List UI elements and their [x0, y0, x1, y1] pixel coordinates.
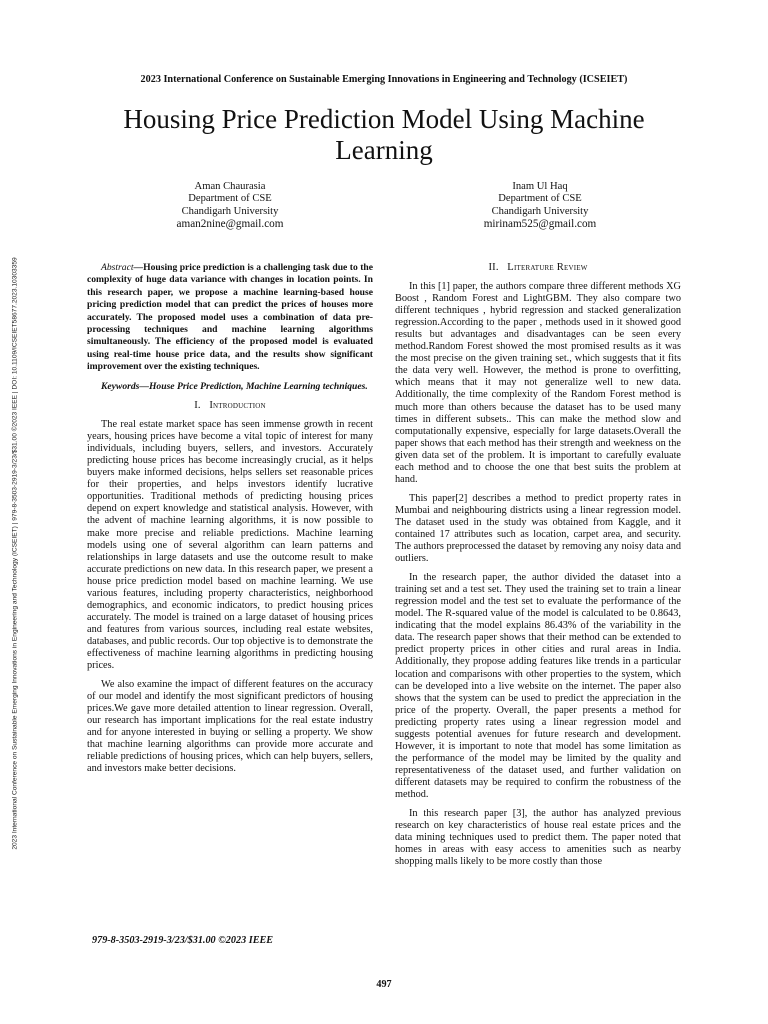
keywords	[87, 381, 373, 393]
page-number: 497	[376, 979, 392, 990]
paper-title: Housing Price Prediction Model Using Machine Learning	[123, 104, 645, 165]
section-heading-literature-review	[395, 262, 681, 274]
keywords-lead: Keywords	[101, 380, 140, 392]
section-number: I.	[194, 400, 201, 412]
author-department: Department of CSE	[188, 193, 272, 205]
literature-paragraph-4: In this research paper [3], the author has analyzed previous research on key characteristics of house real estate prices and the data mining techniques used to predict them. The paper noted that homes in areas with easy access to amenities such as nearby shopping malls likely to be more costly than those	[395, 808, 681, 868]
keywords-text: —House Price Prediction, Machine Learning techniques.	[139, 380, 368, 392]
intro-paragraph-1: The real estate market space has seen immense growth in recent years, housing prices have become a vital topic of interest for many individuals, including buyers, sellers, and investors. Accurately predicting house prices has become increasingly crucial, as it helps buyers make informed decisions, helps sellers set reasonable prices for their properties, and helps investors identify lucrative opportunities. Traditional methods of predicting housing prices depend on expert knowledge and statistical analysis. However, with the advent of machine learning algorithms, it is now possible to make more precise and reliable predictions. Machine learning models using one of several algorithm can learn patterns and relationships in large datasets and use the outcome result to make accurate predictions on new data. In this research paper, we present a house price prediction model based on machine learning. We use various features, including property characteristics, neighborhood demographics, and economic indicators, to predict housing prices accurately. The model is trained on a large dataset of housing prices and features from various sources, including real estate websites, databases, and public records. Our top objective is to demonstrate the effectiveness of machine learning algorithms in predicting housing prices.	[87, 419, 373, 672]
literature-paragraph-2: This paper[2] describes a method to predict property rates in Mumbai and neighbouring districts using a linear regression model. The dataset used in the study was obtained from Kaggle, and it contained 17 attributes such as location, carpet area, and security. The authors preprocessed the dataset by removing any noisy data and outliers.	[395, 492, 681, 565]
doi-side-note	[8, 158, 22, 948]
literature-paragraph-1: In this [1] paper, the authors compare three different methods XG Boost , Random Forest and LightGBM. They also compare two different techniques , hybrid regression and stacked generalization regression.According to the paper , methods used in it showed good results but advantages and disadvantages can be seen every method.Random Forest showed the most promised results as it was the most precise on the given training set., which suggests that it fits the data very well. However, the method is prone to overfitting, which means that it may not generalize well to new data. Additionally, the time complexity of the Random Forest method is much more than others because the dataset has to be used many times in different subsets.. This can make the method slow and computationally expensive, especially for large datasets.Overall the paper shows that each method has their strength and weekness on the given data set of the problem. It is important to carefully evaluate each method and to choose the one that best suits the problem at hand.	[395, 281, 681, 485]
section-title: Introduction	[209, 400, 266, 412]
side-note-text: 2023 International Conference on Sustainable Emerging Innovations in Engineering and Technology (ICSEIET) | 979-8-3503-2919-3/23/$31.00 ©2023 IEEE | DOI: 10.1109/ICSEIET58677.2023.10303359	[11, 256, 19, 850]
right-column	[395, 262, 681, 875]
conference-header: 2023 International Conference on Sustainable Emerging Innovations in Engineering and Technology (ICSEIET)	[140, 74, 628, 85]
author-email: mirinam525@gmail.com	[483, 218, 597, 231]
section-heading-introduction	[87, 400, 373, 412]
footer-isbn: 979-8-3503-2919-3/23/$31.00 ©2023 IEEE	[92, 935, 274, 946]
section-number: II.	[488, 262, 499, 273]
author-email: aman2nine@gmail.com	[176, 218, 284, 231]
author-university: Chandigarh University	[181, 205, 279, 217]
author-block-2	[440, 181, 640, 231]
author-university: Chandigarh University	[491, 205, 589, 217]
abstract	[87, 262, 373, 374]
author-name: Inam Ul Haq	[512, 181, 568, 192]
abstract-text: —Housing price prediction is a challenging task due to the complexity of huge data variance with changes in location points. In this research paper, we propose a machine learning-based house pricing prediction model that can predict the prices of houses more accurately. The proposed model uses a combination of data pre-processing techniques and machine learning algorithms simultaneously. The efficiency of the proposed model is evaluated using real-time house price data, and the results show significant improvement over the existing techniques.	[87, 262, 373, 373]
author-department: Department of CSE	[498, 193, 582, 205]
author-block-1	[130, 181, 330, 231]
abstract-lead: Abstract	[101, 262, 134, 273]
intro-paragraph-2: We also examine the impact of different features on the accuracy of our model and identify the most significant predictors of housing prices.We gave more detailed attention to linear regression. Overall, our research has important implications for the real estate industry and for anyone interested in buying or selling a property. We show that machine learning algorithms can provide more accurate and reliable predictions of housing prices, which can help buyers, sellers, and investors make better decisions.	[87, 679, 373, 775]
literature-paragraph-3: In the research paper, the author divided the dataset into a training set and a test set. They used the training set to train a linear regression model and the test set to evaluate the performance of the model. The R-squared value of the model is calculated to be 0.8643, indicating that the model explains 86.43% of the variability in the data. The research paper shows that their method can be extended to predict property prices in other cities and rural areas in India. Additionally, they propose adding features like trends in a particular location and comparisons with other properties to the system, which can be developed into a live website on the internet. The paper also shows that the system can be used to predict the appreciation in the price of the property. Overall, the paper presents a method for predicting property rates using a linear regression model and suggests potential avenues for future research and development. However, it is important to note that model has some limitation as the performance of the model may be limited by the quality and representativeness of the dataset used, and further validation on different datasets may be required to confirm the robustness of the method.	[395, 572, 681, 800]
author-name: Aman Chaurasia	[194, 181, 266, 192]
left-column	[87, 262, 373, 782]
section-title: Literature Review	[507, 262, 588, 273]
